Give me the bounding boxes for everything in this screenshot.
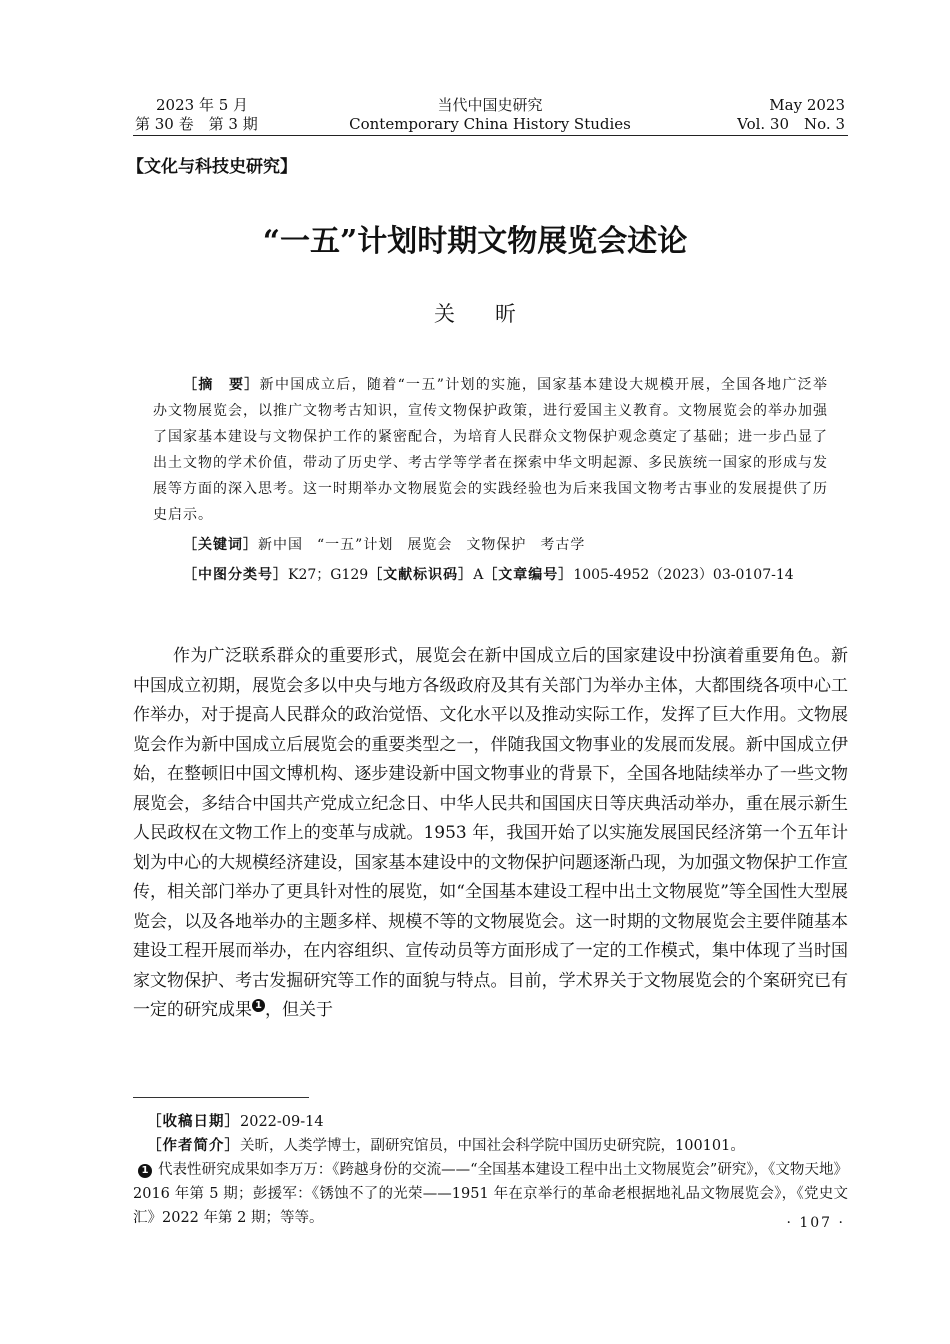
received-label: ［收稿日期］ xyxy=(147,1114,240,1130)
header-rule xyxy=(133,135,848,136)
article-number-label: ［文章编号］ xyxy=(483,567,574,583)
article-author: 关昕 xyxy=(434,302,556,326)
header-center xyxy=(300,96,680,134)
footnote-1 xyxy=(133,1158,848,1230)
article-title: “一五”计划时期文物展览会述论 xyxy=(262,224,688,259)
clc-label: ［中图分类号］ xyxy=(183,567,288,583)
footnotes xyxy=(133,1110,848,1230)
classification xyxy=(153,562,828,588)
keyword: 新中国 xyxy=(258,537,303,553)
section-label: 【文化与科技史研究】 xyxy=(127,157,297,177)
abstract xyxy=(153,372,828,528)
header-volume-en: Vol. 30 No. 3 xyxy=(737,115,845,133)
footnote-rule xyxy=(133,1097,309,1098)
doc-code-label: ［文献标识码］ xyxy=(368,567,474,583)
body-tail: ，但关于 xyxy=(265,1000,333,1020)
doc-code-value: A xyxy=(473,567,484,583)
header-right xyxy=(737,96,845,134)
body-paragraph xyxy=(133,642,848,1026)
keyword: 展览会 xyxy=(407,537,453,553)
footnote-number: 1 xyxy=(138,1164,152,1178)
received-date xyxy=(133,1110,848,1134)
keyword: “一五”计划 xyxy=(317,537,394,553)
author-bio-label: ［作者简介］ xyxy=(147,1138,240,1154)
body-text: 作为广泛联系群众的重要形式，展览会在新中国成立后的国家建设中扮演着重要角色。新中国成立初期，展览会多以中央与地方各级政府及其有关部门为举办主体，大都围绕各项中心工作举办，对于提高人民群众的政治觉悟、文化水平以及推动实际工作，发挥了巨大作用。文物展览会作为新中国成立后展览会的重要类型之一，伴随我国文物事业的发展而发展。新中国成立伊始，在整顿旧中国文博机构、逐步建设新中国文物事业的背景下，全国各地陆续举办了一些文物展览会，多结合中国共产党成立纪念日、中华人民共和国国庆日等庆典活动举办，重在展示新生人民政权在文物工作上的变革与成就。1953 年，我国开始了以实施发展国民经济第一个五年计划为中心的大规模经济建设，国家基本建设中的文物保护问题逐渐凸现，为加强文物保护工作宣传，相关部门举办了更具针对性的展览，如“全国基本建设工程中出土文物展览”等全国性大型展览会，以及各地举办的主题多样、规模不等的文物展览会。这一时期的文物展览会主要伴随基本建设工程开展而举办，在内容组织、宣传动员等方面形成了一定的工作模式，集中体现了当时国家文物保护、考古发掘研究等工作的面貌与特点。目前，学术界关于文物展览会的个案研究已有一定的研究成果 xyxy=(133,646,848,1020)
footnote-text: 代表性研究成果如李万万：《跨越身份的交流——“全国基本建设工程中出土文物展览会”研究》，《文物天地》2016 年第 5 期；彭援军：《锈蚀不了的光荣——1951 年在京举行的革命老根据地礼品文物展览会》，《党史文汇》2022 年第 2 期；等等。 xyxy=(133,1162,848,1226)
footnote-marker[interactable]: 1 xyxy=(252,999,265,1012)
journal-name-cn: 当代中国史研究 xyxy=(437,96,543,114)
abstract-label: ［摘 要］ xyxy=(183,377,260,393)
abstract-block xyxy=(153,372,828,588)
keywords-label: ［关键词］ xyxy=(183,537,258,553)
keywords xyxy=(153,532,828,558)
author-bio xyxy=(133,1134,848,1158)
header-left xyxy=(135,96,258,134)
received-value: 2022-09-14 xyxy=(240,1114,324,1130)
journal-name-en: Contemporary China History Studies xyxy=(349,115,631,133)
page-number: · 107 · xyxy=(786,1215,845,1231)
keyword: 考古学 xyxy=(540,537,586,553)
abstract-text: 新中国成立后，随着“一五”计划的实施，国家基本建设大规模开展，全国各地广泛举办文物展览会，以推广文物考古知识，宣传文物保护政策，进行爱国主义教育。文物展览会的举办加强了国家基本建设与文物保护工作的紧密配合，为培育人民群众文物保护观念奠定了基础；进一步凸显了出土文物的学术价值，带动了历史学、考古学等学者在探索中华文明起源、多民族统一国家的形成与发展等方面的深入思考。这一时期举办文物展览会的实践经验也为后来我国文物考古事业的发展提供了历史启示。 xyxy=(153,377,829,523)
article-number-value: 1005-4952（2023）03-0107-14 xyxy=(573,567,794,583)
keyword: 文物保护 xyxy=(466,537,527,553)
header-date-en: May 2023 xyxy=(769,96,845,114)
clc-value: K27；G129 xyxy=(288,567,369,583)
header-date-cn: 2023 年 5 月 xyxy=(156,96,249,114)
author-bio-value: 关昕，人类学博士，副研究馆员，中国社会科学院中国历史研究院，100101。 xyxy=(240,1138,745,1154)
header-volume-cn: 第 30 卷 第 3 期 xyxy=(135,115,258,133)
